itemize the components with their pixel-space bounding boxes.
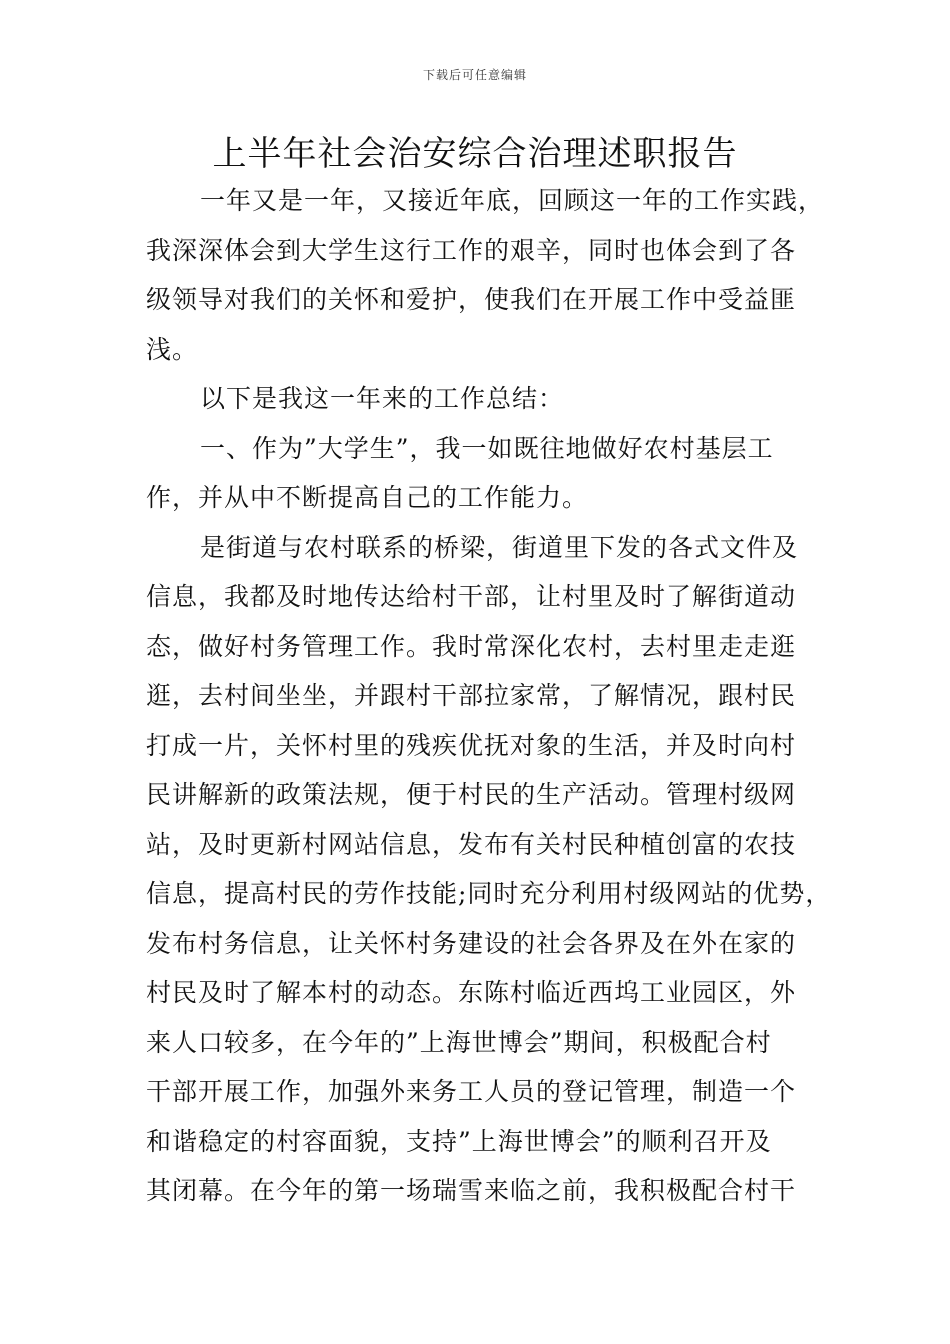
body-line: 一年又是一年，又接近年底，回顾这一年的工作实践， xyxy=(200,186,825,215)
body-line: 态，做好村务管理工作。我时常深化农村，去村里走走逛 xyxy=(146,631,797,661)
body-line: 发布村务信息，让关怀村务建设的社会各界及在外在家的 xyxy=(146,928,797,958)
body-line: 逛，去村间坐坐，并跟村干部拉家常，了解情况，跟村民 xyxy=(146,681,797,710)
body-line: 民讲解新的政策法规，便于村民的生产活动。管理村级网 xyxy=(146,780,797,809)
body-line: 打成一片，关怀村里的残疾优抚对象的生活，并及时向村 xyxy=(146,730,797,760)
body-line: 信息，提高村民的劳作技能;同时充分利用村级网站的优势， xyxy=(146,879,832,908)
body-line: 干部开展工作，加强外来务工人员的登记管理，制造一个 xyxy=(146,1077,797,1106)
body-line: 我深深体会到大学生这行工作的艰辛，同时也体会到了各 xyxy=(146,235,797,265)
body-line: 浅。 xyxy=(146,334,199,364)
body-line: 是街道与农村联系的桥梁，街道里下发的各式文件及 xyxy=(200,532,799,562)
body-line: 信息，我都及时地传达给村干部，让村里及时了解街道动 xyxy=(146,582,797,611)
document-title: 上半年社会治安综合治理述职报告 xyxy=(212,134,738,174)
body-line: 和谐稳定的村容面貌，支持”上海世博会”的顺利召开及 xyxy=(146,1126,772,1156)
body-line: 来人口较多，在今年的”上海世博会”期间，积极配合村 xyxy=(146,1027,772,1057)
document-body xyxy=(146,176,832,1216)
header-note: 下载后可任意编辑 xyxy=(422,68,527,82)
body-line: 一、作为”大学生”，我一如既往地做好农村基层工 xyxy=(200,433,774,463)
body-line: 村民及时了解本村的动态。东陈村临近西坞工业园区，外 xyxy=(146,978,797,1007)
body-line: 作，并从中不断提高自己的工作能力。 xyxy=(146,483,589,512)
body-line: 站，及时更新村网站信息，发布有关村民种植创富的农技 xyxy=(146,829,797,859)
body-line: 其闭幕。在今年的第一场瑞雪来临之前，我积极配合村干 xyxy=(146,1176,797,1205)
body-line: 以下是我这一年来的工作总结： xyxy=(200,384,565,413)
body-line: 级领导对我们的关怀和爱护，使我们在开展工作中受益匪 xyxy=(146,285,797,314)
